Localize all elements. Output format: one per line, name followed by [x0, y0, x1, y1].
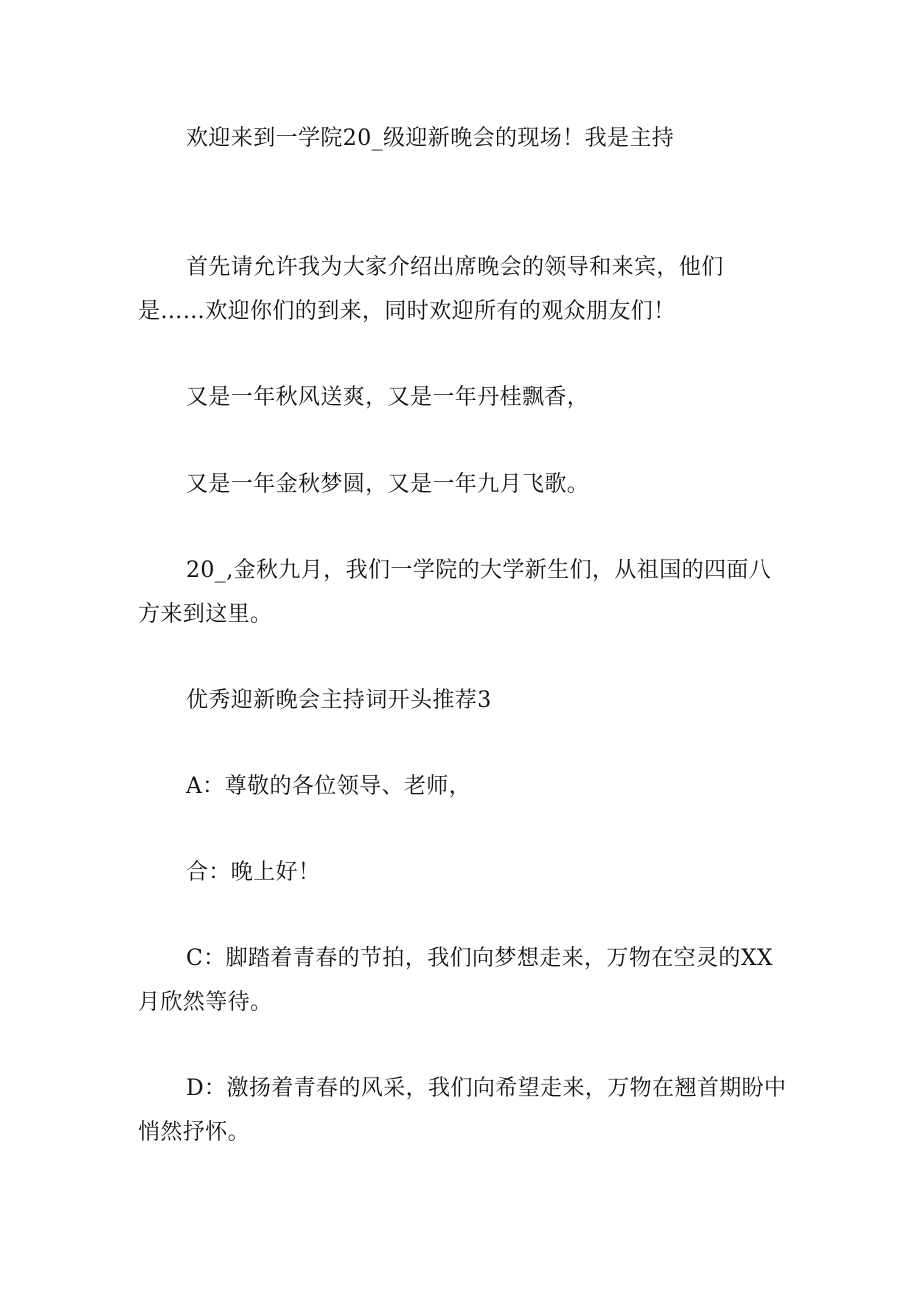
- paragraph-welcome: 欢迎来到一学院20_级迎新晚会的现场！我是主持: [186, 126, 675, 151]
- paragraph-host-d: D：激扬着青春的风采，我们向希望走来，万物在翘首期盼中悄然抒怀。: [138, 1076, 787, 1145]
- paragraph-autumn-breeze: 又是一年秋风送爽，又是一年丹桂飘香，: [186, 385, 590, 410]
- section-heading: 优秀迎新晚会主持词开头推荐3: [186, 688, 492, 713]
- paragraph-host-c: C：脚踏着青春的节拍，我们向梦想走来，万物在空灵的XX月欣然等待。: [138, 946, 773, 1015]
- paragraph-introduce-guests: 首先请允许我为大家介绍出席晚会的领导和来宾，他们是……欢迎你们的到来，同时欢迎所有的观众朋友们！: [138, 255, 724, 324]
- paragraph-together: 合：晚上好！: [186, 860, 321, 885]
- paragraph-new-students: 20_,金秋九月，我们一学院的大学新生们，从祖国的四面八方来到这里。: [138, 558, 772, 627]
- paragraph-golden-autumn: 又是一年金秋梦圆，又是一年九月飞歌。: [186, 472, 590, 497]
- paragraph-host-a: A：尊敬的各位领导、老师，: [186, 774, 472, 799]
